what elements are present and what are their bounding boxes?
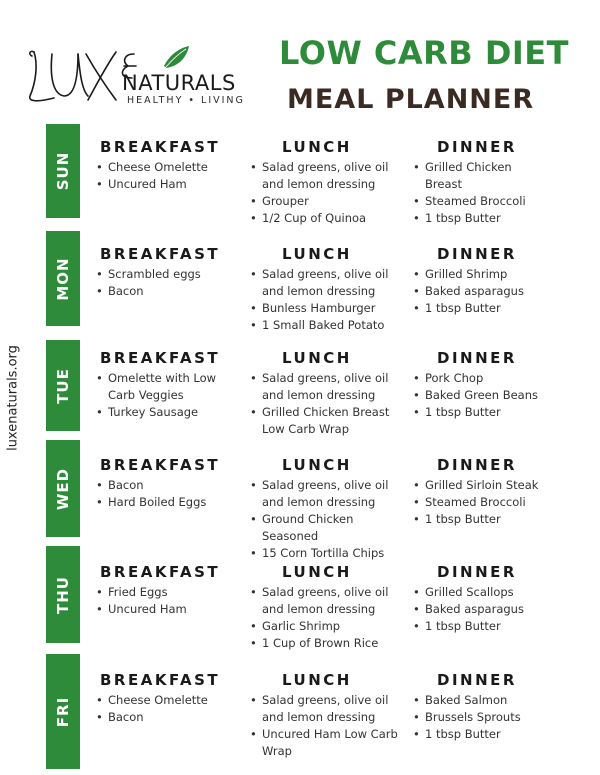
list-item: • Salad greens, olive oil and lemon dressing bbox=[248, 370, 403, 404]
lunch-column bbox=[248, 348, 403, 438]
list-item: • 1 tbsp Butter bbox=[411, 404, 551, 421]
lunch-list bbox=[248, 692, 403, 760]
list-item: • Grilled Sirloin Steak bbox=[411, 477, 551, 494]
lunch-list bbox=[248, 266, 403, 334]
lunch-column bbox=[248, 137, 403, 227]
lunch-column bbox=[248, 670, 403, 760]
list-item: • 1 tbsp Butter bbox=[411, 618, 551, 635]
lunch-heading: LUNCH bbox=[282, 138, 352, 156]
list-item: • Hard Boiled Eggs bbox=[94, 494, 239, 511]
lunch-heading: LUNCH bbox=[282, 456, 352, 474]
list-item: • Baked Salmon bbox=[411, 692, 551, 709]
dinner-heading: DINNER bbox=[437, 245, 517, 263]
logo-naturals-text: NATURALS bbox=[122, 71, 236, 95]
lunch-heading: LUNCH bbox=[282, 671, 352, 689]
day-label: MON bbox=[54, 256, 72, 301]
list-item: • Baked Green Beans bbox=[411, 387, 551, 404]
list-item: • 1 tbsp Butter bbox=[411, 210, 551, 227]
list-item: • Grilled Chicken Breast bbox=[411, 159, 551, 193]
list-item: • Grilled Shrimp bbox=[411, 266, 551, 283]
list-item: • 1 tbsp Butter bbox=[411, 511, 551, 528]
dinner-heading: DINNER bbox=[437, 456, 517, 474]
list-item: • 1 Cup of Brown Rice bbox=[248, 635, 403, 652]
dinner-list bbox=[411, 159, 551, 227]
lunch-column bbox=[248, 455, 403, 562]
list-item: • Steamed Broccoli bbox=[411, 494, 551, 511]
list-item: • Pork Chop bbox=[411, 370, 551, 387]
page-subtitle: MEAL PLANNER bbox=[287, 84, 535, 115]
list-item: • Uncured Ham Low Carb Wrap bbox=[248, 726, 403, 760]
list-item: • Grouper bbox=[248, 193, 403, 210]
day-label: THU bbox=[54, 575, 72, 614]
dinner-heading: DINNER bbox=[437, 138, 517, 156]
list-item: • Salad greens, olive oil and lemon dressing bbox=[248, 692, 403, 726]
list-item: • Salad greens, olive oil and lemon dressing bbox=[248, 266, 403, 300]
day-tab-fri bbox=[46, 654, 80, 769]
breakfast-heading: BREAKFAST bbox=[100, 671, 221, 689]
lunch-list bbox=[248, 584, 403, 652]
breakfast-list bbox=[94, 584, 239, 618]
dinner-column bbox=[411, 562, 551, 635]
list-item: • Cheese Omelette bbox=[94, 159, 239, 176]
list-item: • Salad greens, olive oil and lemon dressing bbox=[248, 584, 403, 618]
dinner-column bbox=[411, 455, 551, 528]
day-tab-wed bbox=[46, 440, 80, 537]
list-item: • Ground Chicken Seasoned bbox=[248, 511, 403, 545]
dinner-heading: DINNER bbox=[437, 671, 517, 689]
day-label: SUN bbox=[54, 151, 72, 191]
list-item: • 1 tbsp Butter bbox=[411, 726, 551, 743]
breakfast-list bbox=[94, 692, 239, 726]
list-item: • Brussels Sprouts bbox=[411, 709, 551, 726]
list-item: • Bacon bbox=[94, 283, 239, 300]
list-item: • Uncured Ham bbox=[94, 601, 239, 618]
day-label: WED bbox=[54, 467, 72, 510]
dinner-column bbox=[411, 244, 551, 317]
leaf-icon bbox=[164, 46, 189, 68]
list-item: • 1 tbsp Butter bbox=[411, 300, 551, 317]
list-item: • Garlic Shrimp bbox=[248, 618, 403, 635]
list-item: • 1/2 Cup of Quinoa bbox=[248, 210, 403, 227]
lunch-heading: LUNCH bbox=[282, 563, 352, 581]
list-item: • Scrambled eggs bbox=[94, 266, 239, 283]
breakfast-heading: BREAKFAST bbox=[100, 456, 221, 474]
list-item: • Salad greens, olive oil and lemon dressing bbox=[248, 477, 403, 511]
breakfast-list bbox=[94, 477, 239, 511]
day-tab-sun bbox=[46, 124, 80, 218]
breakfast-heading: BREAKFAST bbox=[100, 563, 221, 581]
dinner-list bbox=[411, 266, 551, 317]
lunch-list bbox=[248, 159, 403, 227]
breakfast-list bbox=[94, 159, 239, 193]
dinner-column bbox=[411, 348, 551, 421]
dinner-list bbox=[411, 370, 551, 421]
lunch-column bbox=[248, 562, 403, 652]
list-item: • 1 Small Baked Potato bbox=[248, 317, 403, 334]
website-label: luxenaturals.org bbox=[5, 345, 21, 451]
lunch-list bbox=[248, 477, 403, 562]
list-item: • Grilled Scallops bbox=[411, 584, 551, 601]
breakfast-column bbox=[94, 455, 239, 511]
dinner-heading: DINNER bbox=[437, 563, 517, 581]
list-item: • 15 Corn Tortilla Chips bbox=[248, 545, 403, 562]
dinner-list bbox=[411, 477, 551, 528]
list-item: • Uncured Ham bbox=[94, 176, 239, 193]
breakfast-column bbox=[94, 348, 239, 421]
day-tab-mon bbox=[46, 231, 80, 326]
breakfast-heading: BREAKFAST bbox=[100, 138, 221, 156]
list-item: • Salad greens, olive oil and lemon dressing bbox=[248, 159, 403, 193]
breakfast-heading: BREAKFAST bbox=[100, 245, 221, 263]
breakfast-column bbox=[94, 137, 239, 193]
list-item: • Baked asparagus bbox=[411, 601, 551, 618]
list-item: • Bunless Hamburger bbox=[248, 300, 403, 317]
logo-tagline: HEALTHY • LIVING bbox=[127, 95, 245, 106]
list-item: • Bacon bbox=[94, 709, 239, 726]
list-item: • Cheese Omelette bbox=[94, 692, 239, 709]
dinner-list bbox=[411, 584, 551, 635]
breakfast-column bbox=[94, 562, 239, 618]
breakfast-list bbox=[94, 266, 239, 300]
lunch-heading: LUNCH bbox=[282, 349, 352, 367]
list-item: • Steamed Broccoli bbox=[411, 193, 551, 210]
day-tab-thu bbox=[46, 546, 80, 643]
lunch-heading: LUNCH bbox=[282, 245, 352, 263]
day-label: FRI bbox=[54, 696, 72, 727]
dinner-list bbox=[411, 692, 551, 743]
page-title: LOW CARB DIET bbox=[279, 34, 569, 72]
breakfast-heading: BREAKFAST bbox=[100, 349, 221, 367]
list-item: • Omelette with Low Carb Veggies bbox=[94, 370, 239, 404]
breakfast-column bbox=[94, 244, 239, 300]
lunch-list bbox=[248, 370, 403, 438]
lunch-column bbox=[248, 244, 403, 334]
day-tab-tue bbox=[46, 340, 80, 431]
list-item: • Turkey Sausage bbox=[94, 404, 239, 421]
day-label: TUE bbox=[54, 367, 72, 404]
breakfast-column bbox=[94, 670, 239, 726]
dinner-column bbox=[411, 670, 551, 743]
brand-logo bbox=[24, 44, 274, 114]
list-item: • Baked asparagus bbox=[411, 283, 551, 300]
list-item: • Fried Eggs bbox=[94, 584, 239, 601]
breakfast-list bbox=[94, 370, 239, 421]
dinner-heading: DINNER bbox=[437, 349, 517, 367]
list-item: • Bacon bbox=[94, 477, 239, 494]
list-item: • Grilled Chicken Breast Low Carb Wrap bbox=[248, 404, 403, 438]
dinner-column bbox=[411, 137, 551, 227]
